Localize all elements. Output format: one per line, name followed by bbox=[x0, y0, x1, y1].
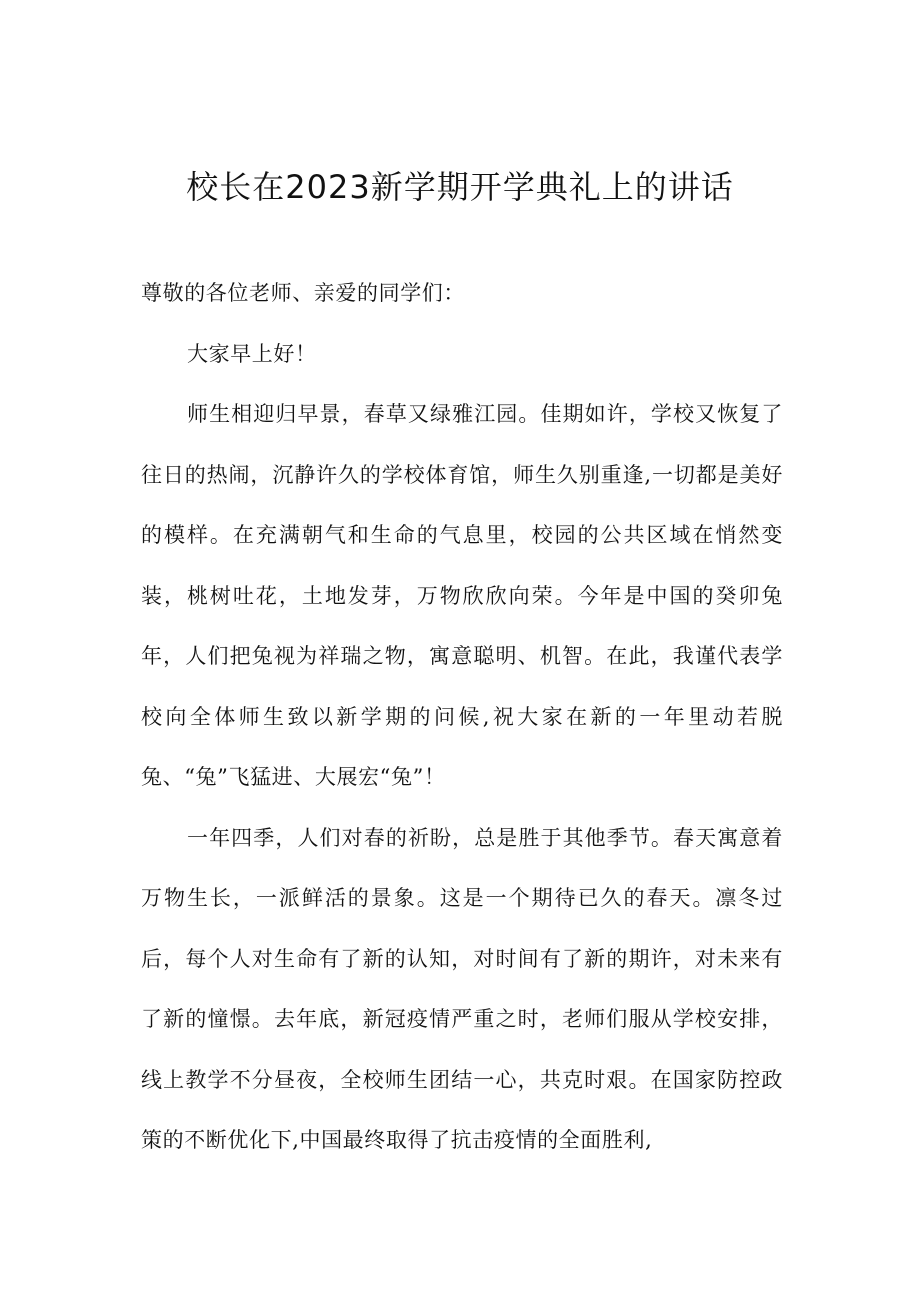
paragraph-2: 一年四季，人们对春的祈盼，总是胜于其他季节。春天寓意着万物生长，一派鲜活的景象。这是一个期待已久的春天。凛冬过后，每个人对生命有了新的认知，对时间有了新的期许，对未来有了新的憧憬。去年底，新冠疫情严重之时，老师们服从学校安排，线上教学不分昼夜，全校师生团结一心，共克时艰。在国家防控政策的不断优化下,中国最终取得了抗击疫情的全面胜利, bbox=[141, 825, 783, 1152]
paragraph-1: 师生相迎归早景，春草又绿雅江园。佳期如许，学校又恢复了往日的热闹，沉静许久的学校体育馆，师生久别重逢,一切都是美好的模样。在充满朝气和生命的气息里，校园的公共区域在悄然变装，桃树吐花，土地发芽，万物欣欣向荣。今年是中国的癸卯兔年，人们把兔视为祥瑞之物，寓意聪明、机智。在此，我谨代表学校向全体师生致以新学期的问候,祝大家在新的一年里动若脱兔、“兔”飞猛进、大展宏“兔”！ bbox=[141, 402, 783, 789]
salutation: 尊敬的各位老师、亲爱的同学们： bbox=[141, 281, 465, 305]
document-title: 校长在2023新学期开学典礼上的讲话 bbox=[186, 168, 734, 206]
document-body bbox=[141, 263, 783, 1171]
greeting: 大家早上好！ bbox=[187, 341, 317, 366]
